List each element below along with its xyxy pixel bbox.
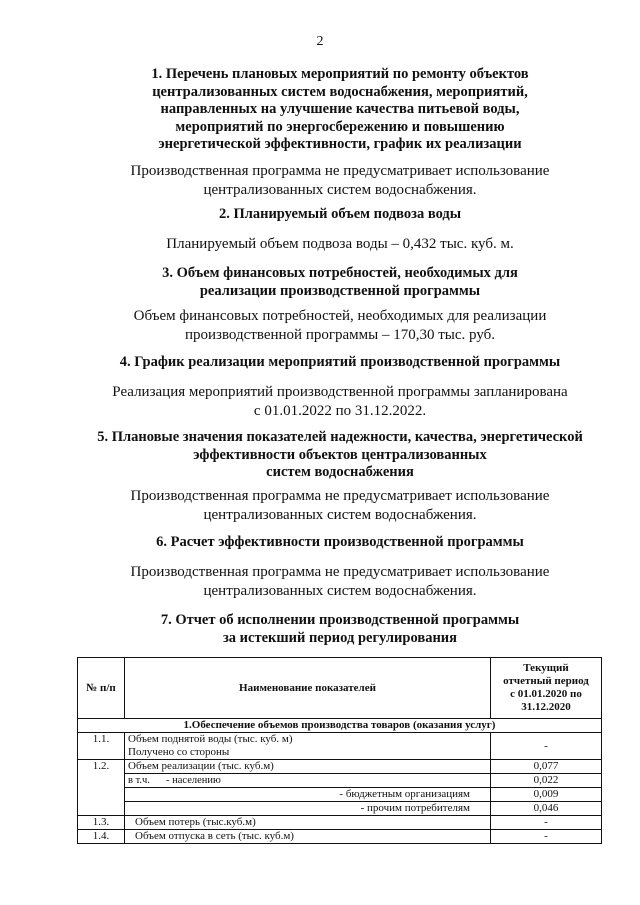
- table-header-row: [78, 658, 602, 719]
- text-line: централизованных систем водоснабжения.: [203, 582, 477, 599]
- table-row: [78, 816, 602, 830]
- row-name: [125, 733, 491, 760]
- title-line: за истекший период регулирования: [222, 629, 458, 646]
- title-line: 3. Объем финансовых потребностей, необходимых для: [162, 265, 518, 281]
- table-row: [78, 830, 602, 844]
- header-period-line: Текущий: [523, 662, 569, 674]
- text-line: централизованных систем водоснабжения.: [203, 181, 477, 198]
- text-line: с 01.01.2022 по 31.12.2022.: [253, 402, 427, 419]
- row-value: 0,077: [491, 760, 602, 774]
- text-line: Производственная программа не предусматривает использование: [130, 163, 550, 179]
- row-value: 0,046: [491, 802, 602, 816]
- section-1-title: [70, 66, 610, 154]
- section-cell: 1.Обеспечение объемов производства товаров (оказания услуг): [78, 719, 602, 733]
- row-num: 1.4.: [78, 830, 125, 844]
- row-name: [125, 774, 491, 788]
- section-6-text: [70, 563, 610, 600]
- section-7-title: [70, 612, 610, 647]
- text-line: производственной программы – 170,30 тыс. руб.: [184, 326, 496, 343]
- text-line: централизованных систем водоснабжения.: [203, 506, 477, 523]
- row-num: 1.1.: [78, 733, 125, 760]
- header-period-line: отчетный период: [503, 675, 589, 687]
- table-row: [78, 788, 602, 802]
- page-number: 2: [316, 34, 324, 49]
- section-3-title: [70, 265, 610, 300]
- table-row: [78, 774, 602, 788]
- header-num: № п/п: [78, 658, 125, 719]
- row-prefix: в т.ч.: [128, 775, 150, 786]
- row-value: -: [491, 816, 602, 830]
- section-5-text: [70, 487, 610, 524]
- row-name: Объем отпуска в сеть (тыс. куб.м): [125, 830, 491, 844]
- table-row: [78, 733, 602, 760]
- section-6-title: 6. Расчет эффективности производственной программы: [156, 534, 524, 550]
- row-num: 1.2.: [78, 760, 125, 816]
- table-row: [78, 760, 602, 774]
- title-line: 7. Отчет об исполнении производственной программы: [160, 612, 520, 628]
- row-value: -: [491, 830, 602, 844]
- title-line: направленных на улучшение качества питьевой воды,: [160, 101, 520, 117]
- row-name: Объем реализации (тыс. куб.м): [125, 760, 491, 774]
- section-2-title: 2. Планируемый объем подвоза воды: [218, 206, 462, 222]
- title-line: централизованных систем водоснабжения, мероприятий,: [152, 83, 528, 100]
- section-1-text: [70, 162, 610, 199]
- title-line: 5. Плановые значения показателей надежности, качества, энергетической: [97, 429, 583, 445]
- row-name: - прочим потребителям: [125, 802, 491, 816]
- row-sub-name: - населению: [166, 775, 221, 786]
- title-line: систем водоснабжения: [266, 464, 414, 480]
- title-line: 1. Перечень плановых мероприятий по ремонту объектов: [151, 66, 529, 82]
- title-line: эффективности объектов централизованных: [193, 446, 487, 463]
- section-4-text: [70, 383, 610, 420]
- text-line: Объем финансовых потребностей, необходимых для реализации: [133, 308, 547, 324]
- table-row: [78, 802, 602, 816]
- text-line: Производственная программа не предусматривает использование: [130, 488, 550, 504]
- header-name: Наименование показателей: [125, 658, 491, 719]
- title-line: реализации производственной программы: [199, 282, 481, 299]
- row-value: 0,022: [491, 774, 602, 788]
- row-name-line: Получено со стороны: [128, 746, 230, 758]
- title-line: энергетической эффективности, график их реализации: [158, 136, 522, 152]
- header-period-line: 31.12.2020: [521, 701, 571, 713]
- row-value: -: [491, 733, 602, 760]
- report-table: [77, 657, 602, 844]
- table-section-row: [78, 719, 602, 733]
- row-name: Объем потерь (тыс.куб.м): [125, 816, 491, 830]
- section-3-text: [70, 307, 610, 344]
- header-period-line: с 01.01.2020 по: [510, 688, 582, 700]
- header-period: [491, 658, 602, 719]
- row-name: - бюджетным организациям: [125, 788, 491, 802]
- row-name-line: Объем поднятой воды (тыс. куб. м): [128, 733, 293, 745]
- section-4-title: 4. График реализации мероприятий производственной программы: [119, 354, 561, 370]
- title-line: мероприятий по энергосбережению и повышению: [175, 118, 505, 135]
- section-5-title: [70, 429, 610, 482]
- row-value: 0,009: [491, 788, 602, 802]
- text-line: Производственная программа не предусматривает использование: [130, 564, 550, 580]
- text-line: Реализация мероприятий производственной программы запланирована: [112, 384, 568, 400]
- row-num: 1.3.: [78, 816, 125, 830]
- section-2-text: Планируемый объем подвоза воды – 0,432 тыс. куб. м.: [166, 236, 514, 252]
